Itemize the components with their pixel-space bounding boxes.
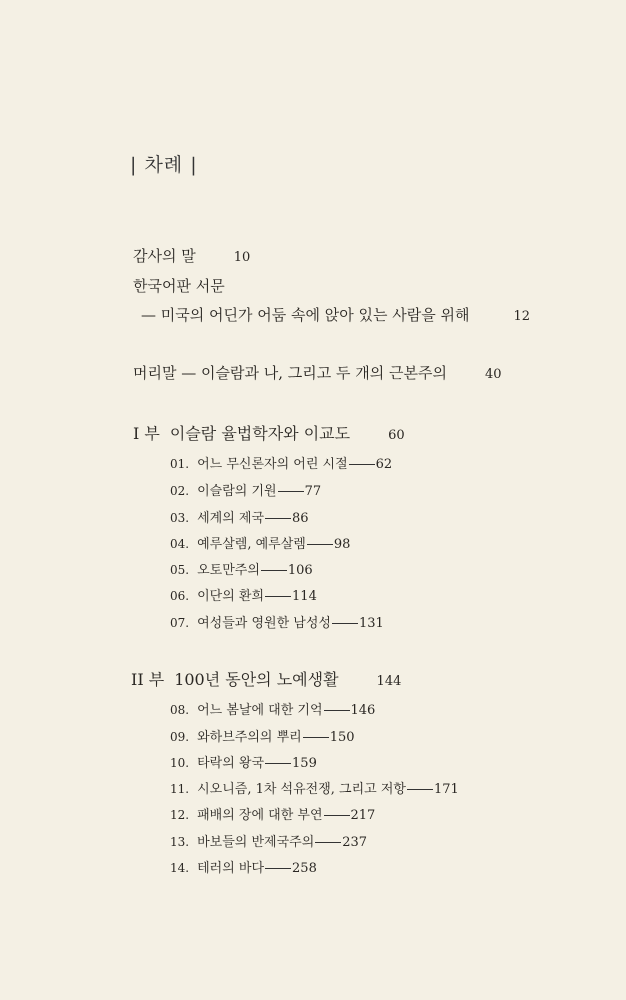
toc-heading: | 차례 |: [130, 154, 198, 176]
part-title: 이슬람 율법학자와 이교도: [169, 424, 351, 443]
chapter-page: 114: [292, 589, 317, 604]
leader-line: [265, 518, 291, 519]
chapter-page: 98: [333, 537, 351, 552]
chapter-page: 86: [292, 511, 309, 526]
entry-title: 머리말 — 이슬람과 나, 그리고 두 개의 근본주의: [133, 364, 447, 382]
toc-chapter[interactable]: [170, 857, 317, 876]
toc-chapter[interactable]: [170, 699, 375, 718]
leader-line: [303, 737, 329, 738]
chapter-title: 어느 봄날에 대한 기억: [197, 703, 323, 718]
toc-chapter[interactable]: [170, 726, 355, 745]
leader-line: [324, 710, 350, 711]
chapter-title: 패배의 장에 대한 부연: [197, 808, 323, 823]
toc-part-1[interactable]: [133, 421, 405, 444]
toc-chapter[interactable]: [170, 831, 367, 850]
chapter-page: 146: [350, 703, 376, 718]
chapter-title: 여성들과 영원한 남성성: [197, 616, 331, 631]
chapter-number: 11.: [170, 782, 190, 796]
chapter-page: 159: [292, 756, 317, 771]
leader-line: [324, 815, 350, 816]
chapter-title: 세계의 제국: [197, 511, 265, 526]
toc-chapter[interactable]: [170, 559, 313, 578]
toc-chapter[interactable]: [170, 507, 309, 526]
chapter-number: 05.: [170, 563, 190, 577]
chapter-title: 와하브주의의 뿌리: [197, 730, 302, 745]
chapter-number: 08.: [170, 703, 190, 717]
toc-chapter[interactable]: [170, 804, 375, 823]
toc-entry-acknowledgments[interactable]: [133, 245, 250, 266]
chapter-title: 이슬람의 기원: [197, 484, 277, 499]
chapter-page: 62: [375, 457, 393, 472]
chapter-number: 14.: [170, 861, 190, 875]
entry-title: 한국어판 서문: [133, 277, 225, 295]
chapter-number: 03.: [170, 511, 190, 525]
part-number: II 부: [131, 670, 165, 689]
chapter-title: 이단의 환희: [197, 589, 265, 604]
chapter-page: 217: [350, 808, 376, 823]
leader-line: [332, 623, 358, 624]
leader-line: [265, 868, 291, 869]
toc-entry-preface-subtitle[interactable]: [141, 304, 530, 325]
toc-chapter[interactable]: [170, 533, 350, 552]
chapter-page: 237: [342, 835, 368, 850]
part-number: I 부: [133, 424, 160, 443]
part-page: 144: [376, 674, 402, 689]
toc-entry-introduction[interactable]: [133, 362, 502, 383]
chapter-page: 77: [304, 484, 322, 499]
toc-chapter[interactable]: [170, 585, 317, 604]
chapter-page: 106: [287, 563, 313, 578]
toc-chapter[interactable]: [170, 612, 384, 631]
chapter-number: 10.: [170, 756, 190, 770]
chapter-number: 07.: [170, 616, 190, 630]
chapter-number: 02.: [170, 484, 190, 498]
chapter-number: 06.: [170, 589, 190, 603]
toc-chapter[interactable]: [170, 480, 321, 499]
chapter-title: 바보들의 반제국주의: [197, 835, 315, 850]
leader-line: [278, 491, 304, 492]
chapter-title: 타락의 왕국: [197, 756, 265, 771]
chapter-title: 오토만주의: [197, 563, 260, 578]
chapter-title: 테러의 바다: [197, 861, 265, 876]
chapter-number: 13.: [170, 835, 190, 849]
chapter-title: 어느 무신론자의 어린 시절: [197, 457, 348, 472]
chapter-number: 01.: [170, 457, 190, 471]
chapter-page: 150: [329, 730, 355, 745]
leader-line: [261, 570, 287, 571]
leader-line: [265, 763, 291, 764]
entry-page: 40: [484, 367, 502, 382]
chapter-page: 171: [433, 782, 459, 797]
chapter-title: 예루살렘, 예루살렘: [197, 537, 306, 552]
toc-chapter[interactable]: [170, 453, 392, 472]
chapter-page: 131: [358, 616, 384, 631]
part-title: 100년 동안의 노예생활: [174, 670, 339, 689]
toc-entry-korean-preface[interactable]: [133, 275, 225, 296]
part-page: 60: [388, 428, 405, 443]
chapter-page: 258: [292, 861, 317, 876]
chapter-title: 시오니즘, 1차 석유전쟁, 그리고 저항: [197, 782, 406, 797]
leader-line: [265, 596, 291, 597]
entry-title: 감사의 말: [133, 247, 196, 265]
chapter-number: 12.: [170, 808, 190, 822]
toc-part-2[interactable]: [131, 667, 401, 690]
chapter-number: 04.: [170, 537, 190, 551]
toc-chapter[interactable]: [170, 778, 459, 797]
leader-line: [349, 464, 375, 465]
leader-line: [307, 544, 333, 545]
leader-line: [407, 789, 433, 790]
entry-page: 10: [233, 250, 251, 265]
chapter-number: 09.: [170, 730, 190, 744]
leader-line: [315, 842, 341, 843]
toc-chapter[interactable]: [170, 752, 317, 771]
entry-title: — 미국의 어딘가 어둠 속에 앉아 있는 사람을 위해: [141, 306, 470, 324]
entry-page: 12: [513, 309, 531, 324]
